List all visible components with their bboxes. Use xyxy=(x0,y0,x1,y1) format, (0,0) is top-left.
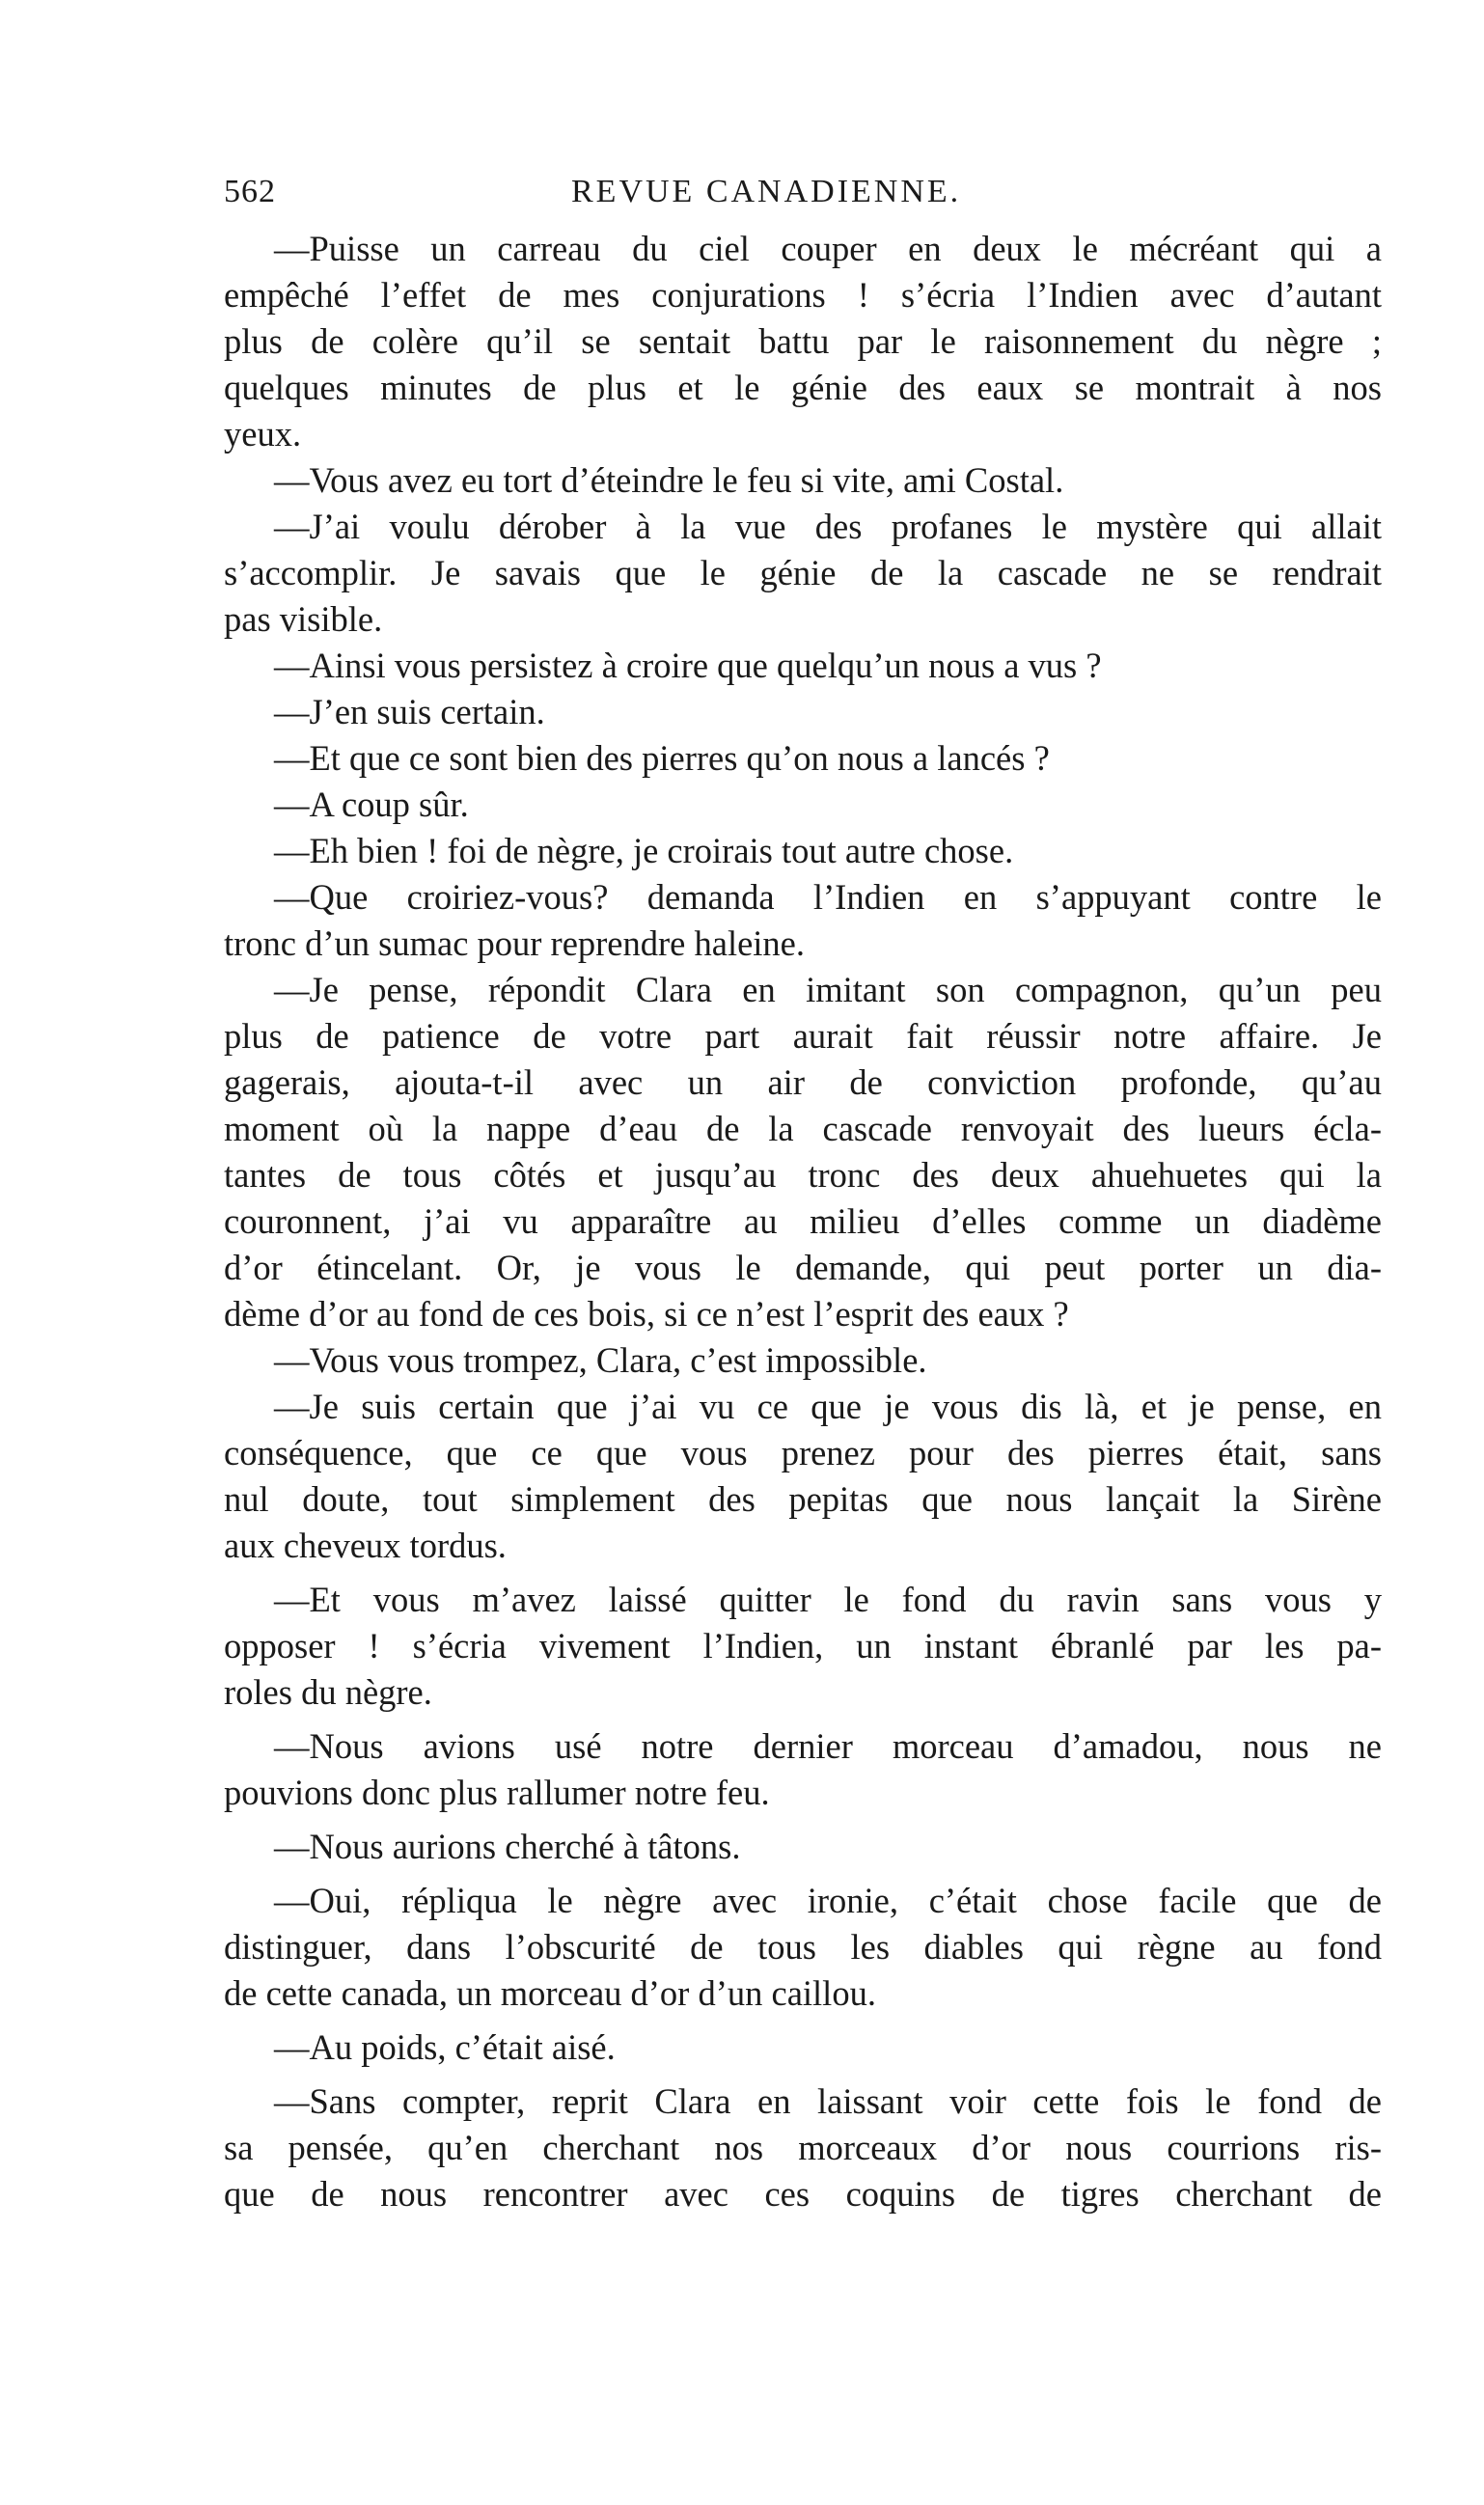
text-line: —Puisse un carreau du ciel couper en deux le mécréant qui a xyxy=(274,229,1382,268)
running-title: REVUE CANADIENNE. xyxy=(571,174,962,209)
text-line: —J’ai voulu dérober à la vue des profanes le mystère qui allait xyxy=(274,507,1382,546)
text-line: de cette canada, un morceau d’or d’un caillou. xyxy=(224,1973,876,2013)
text-line: —Et que ce sont bien des pierres qu’on nous a lancés ? xyxy=(274,738,1050,778)
text-line: —Au poids, c’était aisé. xyxy=(274,2027,616,2067)
text-line: yeux. xyxy=(224,414,302,454)
text-line: tantes de tous côtés et jusqu’au tronc des deux ahuehuetes qui la xyxy=(224,1155,1382,1195)
text-line: d’or étincelant. Or, je vous le demande, qui peut porter un dia- xyxy=(224,1248,1382,1287)
page-number: 562 xyxy=(224,174,276,209)
text-line: empêché l’effet de mes conjurations ! s’écria l’Indien avec d’autant xyxy=(224,275,1382,315)
text-line: aux cheveux tordus. xyxy=(224,1526,507,1565)
text-line: roles du nègre. xyxy=(224,1672,432,1712)
text-line: —Eh bien ! foi de nègre, je croirais tout autre chose. xyxy=(274,831,1014,870)
text-line: —Que croiriez-vous? demanda l’Indien en s’appuyant contre le xyxy=(274,877,1382,917)
text-line: plus de patience de votre part aurait fait réussir notre affaire. Je xyxy=(224,1016,1382,1056)
text-line: —Nous aurions cherché à tâtons. xyxy=(274,1827,741,1866)
text-line: distinguer, dans l’obscurité de tous les diables qui règne au fond xyxy=(224,1927,1382,1967)
page-header xyxy=(224,174,1382,220)
text-line: nul doute, tout simplement des pepitas que nous lançait la Sirène xyxy=(224,1479,1382,1519)
text-line: —Nous avions usé notre dernier morceau d’amadou, nous ne xyxy=(274,1726,1382,1766)
text-line: —Oui, répliqua le nègre avec ironie, c’était chose facile que de xyxy=(274,1881,1382,1920)
text-line: —Et vous m’avez laissé quitter le fond du ravin sans vous y xyxy=(274,1580,1382,1619)
text-line: quelques minutes de plus et le génie des eaux se montrait à nos xyxy=(224,368,1382,407)
text-line: —Vous vous trompez, Clara, c’est impossible. xyxy=(274,1340,927,1380)
text-line: sa pensée, qu’en cherchant nos morceaux d’or nous courrions ris- xyxy=(224,2128,1382,2167)
text-line: gagerais, ajouta-t-il avec un air de conviction profonde, qu’au xyxy=(224,1062,1382,1102)
text-line: dème d’or au fond de ces bois, si ce n’est l’esprit des eaux ? xyxy=(224,1294,1069,1334)
text-line: pouvions donc plus rallumer notre feu. xyxy=(224,1773,770,1812)
text-line: conséquence, que ce que vous prenez pour des pierres était, sans xyxy=(224,1433,1382,1473)
text-line: —J’en suis certain. xyxy=(274,692,545,731)
text-line: pas visible. xyxy=(224,599,383,639)
text-line: —Je pense, répondit Clara en imitant son compagnon, qu’un peu xyxy=(274,970,1382,1009)
text-line: s’accomplir. Je savais que le génie de la cascade ne se rendrait xyxy=(224,553,1382,592)
text-line: —Je suis certain que j’ai vu ce que je vous dis là, et je pense, en xyxy=(274,1387,1382,1426)
text-line: —Sans compter, reprit Clara en laissant voir cette fois le fond de xyxy=(274,2081,1382,2121)
text-line: moment où la nappe d’eau de la cascade renvoyait des lueurs écla- xyxy=(224,1109,1382,1148)
text-line: —Vous avez eu tort d’éteindre le feu si vite, ami Costal. xyxy=(274,460,1064,500)
text-line: plus de colère qu’il se sentait battu par le raisonnement du nègre ; xyxy=(224,321,1382,361)
text-line: tronc d’un sumac pour reprendre haleine. xyxy=(224,923,806,963)
text-line: que de nous rencontrer avec ces coquins de tigres cherchant de xyxy=(224,2174,1382,2214)
text-line: —A coup sûr. xyxy=(274,785,469,824)
text-line: —Ainsi vous persistez à croire que quelqu’un nous a vus ? xyxy=(274,646,1102,685)
text-line: opposer ! s’écria vivement l’Indien, un instant ébranlé par les pa- xyxy=(224,1626,1382,1665)
text-line: couronnent, j’ai vu apparaître au milieu d’elles comme un diadème xyxy=(224,1201,1382,1241)
